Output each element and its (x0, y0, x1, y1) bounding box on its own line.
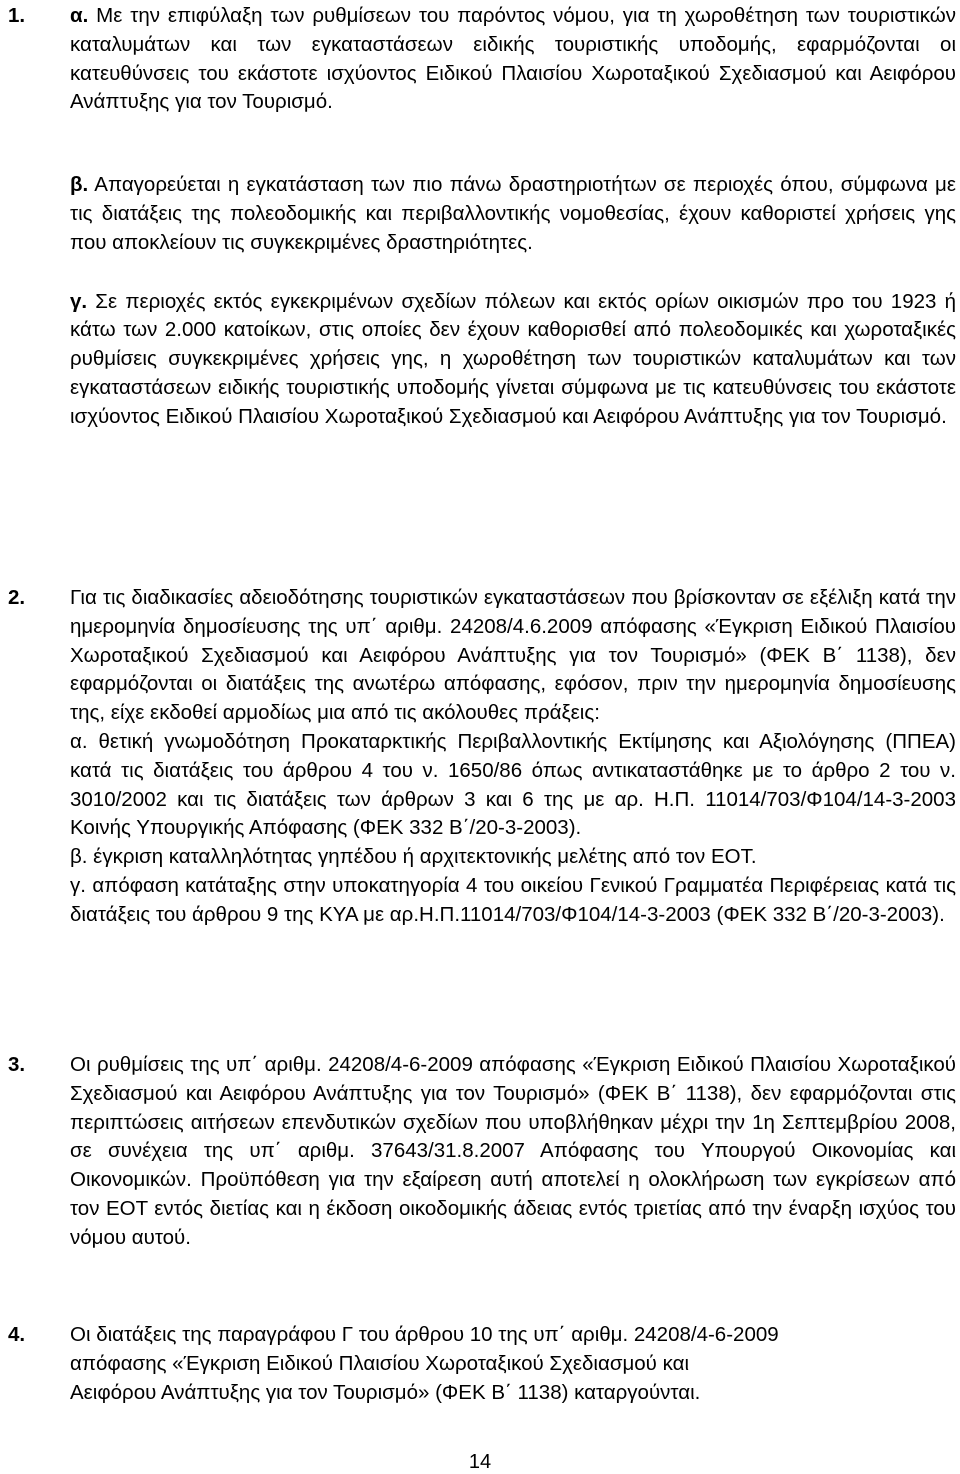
section-body (70, 1321, 956, 1407)
list-item-a: α. θετική γνωμοδότηση Προκαταρκτικής Περιβαλλοντικής Εκτίμησης και Αξιολόγησης (ΠΠΕΑ) κατά τις διατάξεις του άρθρου 4 του ν. 1650/86 όπως αντικαταστάθηκε με το άρθρο 2 του ν. 3010/2002 και τις διατάξεις των άρθρων 3 και 6 της με αρ. Η.Π. 11014/703/Φ104/14-3-2003 Κοινής Υπουργικής Απόφασης (ΦΕΚ 332 Β΄/20-3-2003). (70, 729, 956, 840)
subparagraph-label: α. (70, 4, 89, 27)
section-body (70, 1051, 956, 1253)
section-3 (8, 1051, 956, 1253)
list-item-b: β. έγκριση καταλληλότητας γηπέδου ή αρχιτεκτονικής μελέτης από τον ΕΟΤ. (70, 845, 757, 869)
page-number: 14 (468, 1451, 492, 1473)
subparagraph-c (70, 288, 956, 432)
section-number: 2. (8, 586, 26, 609)
section-line: Αειφόρου Ανάπτυξης για τον Τουρισμό» (ΦΕΚ Β΄ 1138) καταργούνται. (70, 1380, 701, 1404)
section-2 (8, 584, 956, 930)
section-line: Οι διατάξεις της παραγράφου Γ του άρθρου 10 της υπ΄ αριθμ. 24208/4-6-2009 (70, 1323, 779, 1346)
section-number: 4. (8, 1323, 26, 1346)
section-text: Οι ρυθμίσεις της υπ΄ αριθμ. 24208/4-6-2009 απόφασης «Έγκριση Ειδικού Πλαισίου Χωροταξικού Σχεδιασμού και Αειφόρου Ανάπτυξης για τον Τουρισμό» (ΦΕΚ Β΄ 1138), δεν εφαρμόζονται στις περιπτώσεις αιτήσεων επενδυτικών σχεδίων που υποβλήθηκαν μέχρι την 1η Σεπτεμβρίου 2008, σε συνέχεια της υπ΄ αριθμ. 37643/31.8.2007 Απόφασης του Υπουργού Οικονομίας και Οικονομικών. Προϋπόθεση για την εξαίρεση αυτή αποτελεί η ολοκλήρωση των εγκρίσεων από τον ΕΟΤ εντός διετίας και η έκδοση οικοδομικής άδειας εντός τριετίας από την έναρξη ισχύος του νόμου αυτού. (70, 1053, 956, 1249)
subparagraph-text: Σε περιοχές εκτός εγκεκριμένων σχεδίων πόλεων και εκτός ορίων οικισμών προ του 1923 ή κάτω των 2.000 κατοίκων, στις οποίες δεν έχουν καθορισθεί από πολεοδομικές και χωροταξικές ρυθμίσεις συγκεκριμένες χρήσεις γης, η χωροθέτηση των τουριστικών καταλυμάτων και των εγκαταστάσεων ειδικής τουριστικής υποδομής γίνεται σύμφωνα με τις κατευθύνσεις του εκάστοτε ισχύοντος Ειδικού Πλαισίου Χωροταξικού Σχεδιασμού και Αειφόρου Ανάπτυξης για τον Τουρισμό. (70, 289, 956, 428)
section-body (70, 2, 956, 432)
subparagraph-b (70, 171, 956, 257)
section-line: απόφασης «Έγκριση Ειδικού Πλαισίου Χωροταξικού Σχεδιασμού και (70, 1351, 689, 1375)
subparagraph-a (70, 2, 956, 117)
subparagraph-text: Απαγορεύεται η εγκατάσταση των πιο πάνω δραστηριοτήτων σε περιοχές όπου, σύμφωνα με τις διατάξεις της πολεοδομικής και περιβαλλοντικής νομοθεσίας, έχουν καθοριστεί χρήσεις γης που αποκλείουν τις συγκεκριμένες δραστηριότητες. (70, 173, 956, 254)
section-number: 3. (8, 1053, 26, 1076)
section-number: 1. (8, 4, 26, 27)
section-4 (8, 1321, 956, 1407)
subparagraph-label: β. (70, 173, 89, 197)
section-intro: Για τις διαδικασίες αδειοδότησης τουριστικών εγκαταστάσεων που βρίσκονταν σε εξέλιξη κατά την ημερομηνία δημοσίευσης της υπ΄ αριθμ. 24208/4.6.2009 απόφασης «Έγκριση Ειδικού Πλαισίου Χωροταξικού Σχεδιασμού και Αειφόρου Ανάπτυξης για τον Τουρισμό» (ΦΕΚ Β΄ 1138), δεν εφαρμόζονται οι διατάξεις της ανωτέρω απόφασης, εφόσον, πριν την ημερομηνία δημοσίευσης της, είχε εκδοθεί αρμοδίως μια από τις ακόλουθες πράξεις: (70, 586, 956, 725)
subparagraph-text: Με την επιφύλαξη των ρυθμίσεων του παρόντος νόμου, για τη χωροθέτηση των τουριστικών καταλυμάτων και των εγκαταστάσεων ειδικής τουριστικής υποδομής, εφαρμόζονται οι κατευθύνσεις του εκάστοτε ισχύοντος Ειδικού Πλαισίου Χωροταξικού Σχεδιασμού και Αειφόρου Ανάπτυξης για τον Τουρισμό. (70, 4, 956, 114)
section-body (70, 584, 956, 930)
section-1 (8, 2, 956, 432)
subparagraph-label: γ. (70, 289, 88, 313)
list-item-c: γ. απόφαση κατάταξης στην υποκατηγορία 4 του οικείου Γενικού Γραμματέα Περιφέρειας κατά τις διατάξεις του άρθρου 9 της ΚΥΑ με αρ.Η.Π.11014/703/Φ104/14-3-2003 (ΦΕΚ 332 Β΄/20-3-2003). (70, 873, 956, 926)
